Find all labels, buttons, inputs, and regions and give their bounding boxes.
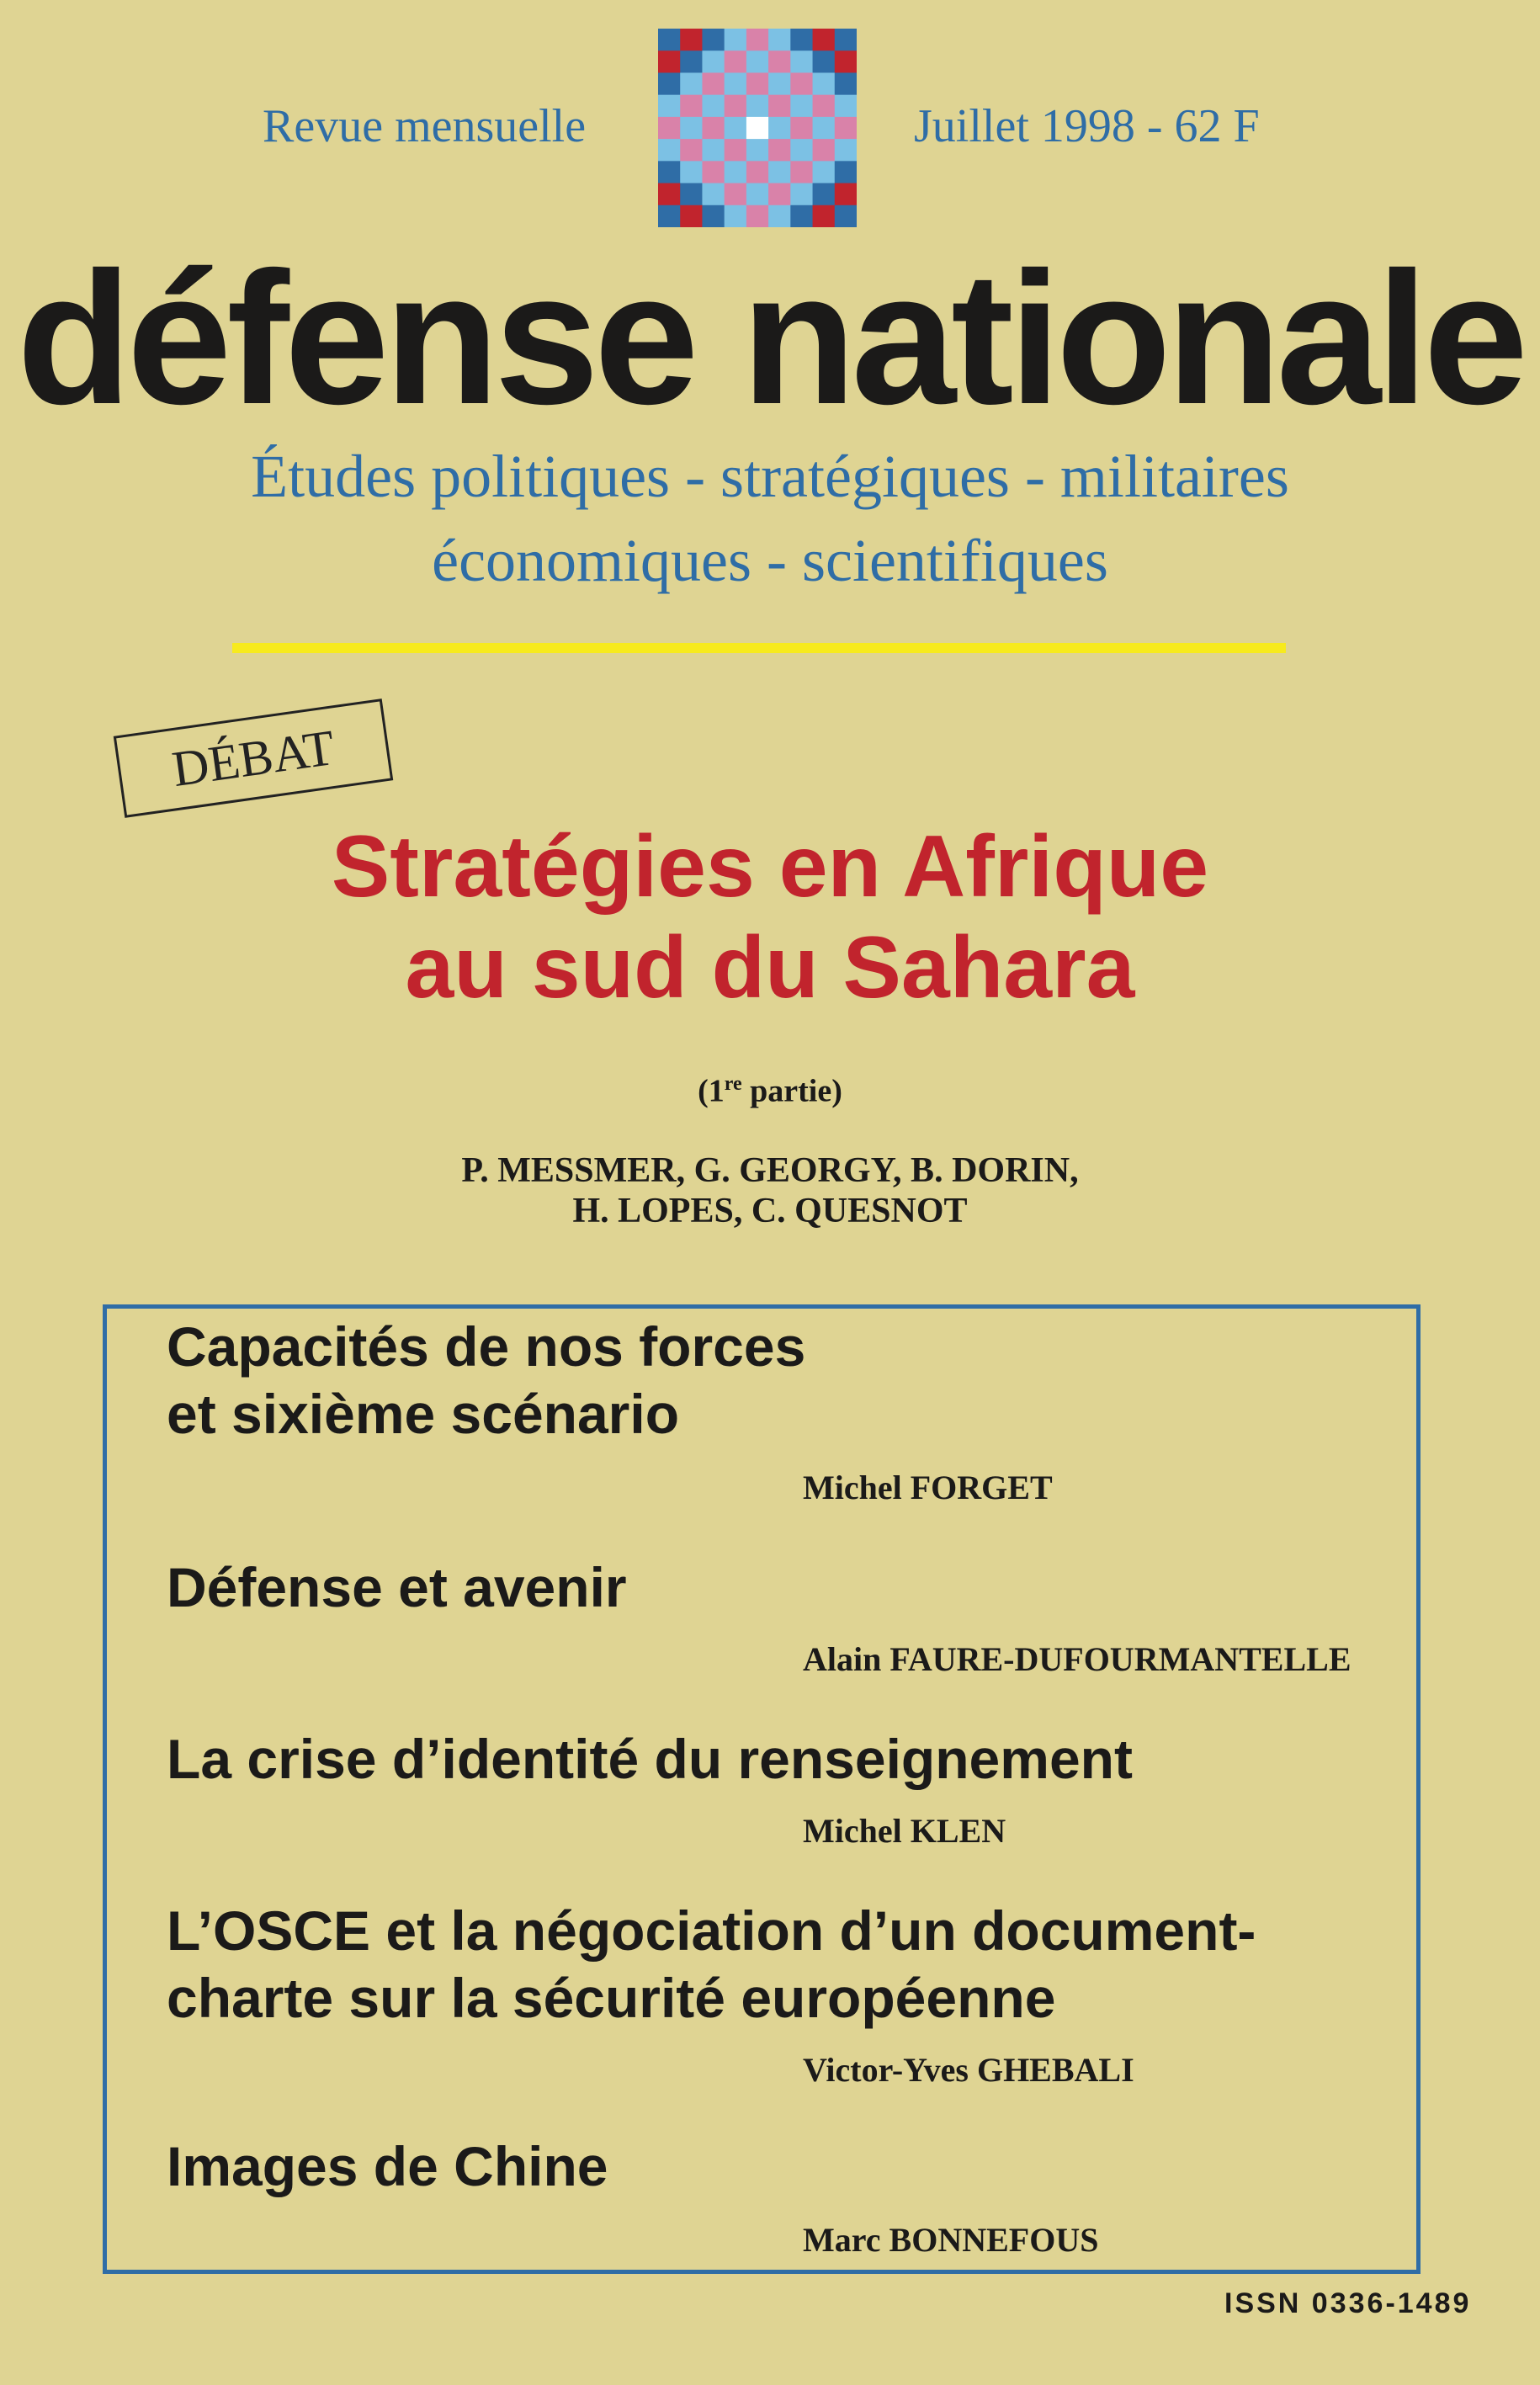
- logo-cell: [680, 72, 703, 95]
- logo-cell: [702, 95, 725, 118]
- article-title: [167, 1725, 1387, 1793]
- logo-cell: [768, 95, 791, 118]
- logo-cell: [658, 95, 681, 118]
- logo-cell: [835, 117, 857, 140]
- debate-part-sup: re: [724, 1073, 742, 1095]
- logo-cell: [702, 117, 725, 140]
- debate-tag: [114, 699, 394, 818]
- logo-cell: [835, 95, 857, 118]
- article-title-line2: charte sur la sécurité européenne: [167, 1967, 1056, 2029]
- logo-cell: [746, 161, 769, 183]
- logo-cell: [746, 95, 769, 118]
- logo-cell: [790, 205, 813, 227]
- logo-cell: [835, 50, 857, 73]
- article-title: [167, 1554, 1387, 1621]
- article-title-line1: Images de Chine: [167, 2135, 608, 2197]
- logo-cell: [768, 50, 791, 73]
- logo-cell: [680, 50, 703, 73]
- article-title-line1: Capacités de nos forces: [167, 1315, 806, 1378]
- logo-cell: [725, 205, 747, 227]
- debate-authors-line1: P. MESSMER, G. GEORGY, B. DORIN,: [461, 1151, 1079, 1190]
- article-title-line2: et sixième scénario: [167, 1383, 680, 1445]
- logo-cell: [768, 183, 791, 206]
- logo-cell: [835, 72, 857, 95]
- logo-cell: [813, 95, 836, 118]
- debate-title-line2: au sud du Sahara: [405, 919, 1135, 1017]
- logo-cell: [680, 29, 703, 51]
- masthead-title: défense nationale: [16, 233, 1524, 444]
- logo-cell: [658, 183, 681, 206]
- logo-cell: [746, 50, 769, 73]
- logo-cell: [813, 161, 836, 183]
- article-title-line1: L’OSCE et la négociation d’un document-: [167, 1899, 1256, 1962]
- logo-cell: [680, 95, 703, 118]
- debate-tag-label: DÉBAT: [168, 719, 338, 797]
- logo-cell: [835, 29, 857, 51]
- logo-cell: [702, 139, 725, 162]
- debate-authors-line2: H. LOPES, C. QUESNOT: [572, 1192, 968, 1230]
- logo-cell: [746, 29, 769, 51]
- logo-cell: [768, 29, 791, 51]
- logo-cell: [725, 117, 747, 140]
- logo-cell: [768, 139, 791, 162]
- article-author: Alain FAURE-DUFOURMANTELLE: [803, 1640, 1351, 1678]
- issue-label: Juillet 1998 - 62 F: [914, 100, 1260, 152]
- article-author: Marc BONNEFOUS: [803, 2221, 1099, 2259]
- logo-cell: [835, 161, 857, 183]
- logo-cell: [702, 50, 725, 73]
- logo-cell: [790, 95, 813, 118]
- logo-cell: [790, 183, 813, 206]
- logo-cell: [813, 72, 836, 95]
- logo-cell: [768, 72, 791, 95]
- article-author: Victor-Yves GHEBALI: [803, 2051, 1134, 2089]
- logo-cell: [790, 29, 813, 51]
- journal-logo-icon: [658, 29, 857, 227]
- logo-cell: [790, 117, 813, 140]
- logo-cell: [658, 117, 681, 140]
- logo-cell: [768, 117, 791, 140]
- logo-cell: [813, 117, 836, 140]
- article-author: Michel FORGET: [803, 1469, 1053, 1506]
- logo-cell: [702, 72, 725, 95]
- article-title-line1: La crise d’identité du renseignement: [167, 1728, 1133, 1790]
- logo-cell: [702, 205, 725, 227]
- logo-cell: [658, 50, 681, 73]
- logo-cell: [725, 29, 747, 51]
- logo-cell: [680, 205, 703, 227]
- logo-cell: [725, 161, 747, 183]
- logo-cell: [680, 183, 703, 206]
- logo-cell: [746, 117, 769, 140]
- masthead-subtitle-line1: Études politiques - stratégiques - militaires: [251, 443, 1289, 510]
- logo-cell: [725, 183, 747, 206]
- debate-part-prefix: (1: [698, 1073, 725, 1109]
- logo-cell: [813, 50, 836, 73]
- logo-cell: [680, 139, 703, 162]
- logo-cell: [813, 29, 836, 51]
- logo-cell: [725, 50, 747, 73]
- logo-cell: [746, 205, 769, 227]
- logo-cell: [813, 183, 836, 206]
- article-title: [167, 1313, 1387, 1447]
- debate-title-line1: Stratégies en Afrique: [331, 818, 1209, 916]
- logo-cell: [658, 29, 681, 51]
- logo-cell: [702, 183, 725, 206]
- logo-cell: [658, 161, 681, 183]
- logo-cell: [746, 139, 769, 162]
- logo-cell: [790, 72, 813, 95]
- logo-cell: [790, 139, 813, 162]
- logo-cell: [790, 161, 813, 183]
- article-title-line1: Défense et avenir: [167, 1556, 627, 1618]
- issn-number: ISSN 0336-1489: [1224, 2287, 1472, 2319]
- article-title: [167, 1897, 1387, 2032]
- logo-cell: [768, 161, 791, 183]
- logo-cell: [680, 161, 703, 183]
- logo-cell: [768, 205, 791, 227]
- logo-cell: [725, 139, 747, 162]
- masthead-subtitle-line2: économiques - scientifiques: [432, 527, 1108, 594]
- logo-cell: [813, 139, 836, 162]
- logo-cell: [746, 183, 769, 206]
- logo-cell: [790, 50, 813, 73]
- debate-part-suffix: partie): [741, 1073, 842, 1109]
- logo-cell: [835, 205, 857, 227]
- periodicity-label: Revue mensuelle: [263, 100, 587, 152]
- logo-cell: [658, 205, 681, 227]
- debate-part: [0, 1074, 1540, 1108]
- logo-cell: [835, 139, 857, 162]
- yellow-divider: [232, 643, 1286, 653]
- logo-cell: [658, 72, 681, 95]
- logo-cell: [813, 205, 836, 227]
- logo-cell: [658, 139, 681, 162]
- logo-cell: [702, 29, 725, 51]
- logo-cell: [746, 72, 769, 95]
- logo-cell: [835, 183, 857, 206]
- logo-cell: [702, 161, 725, 183]
- logo-cell: [680, 117, 703, 140]
- logo-cell: [725, 72, 747, 95]
- logo-cell: [725, 95, 747, 118]
- article-title: [167, 2133, 1387, 2200]
- article-author: Michel KLEN: [803, 1812, 1006, 1850]
